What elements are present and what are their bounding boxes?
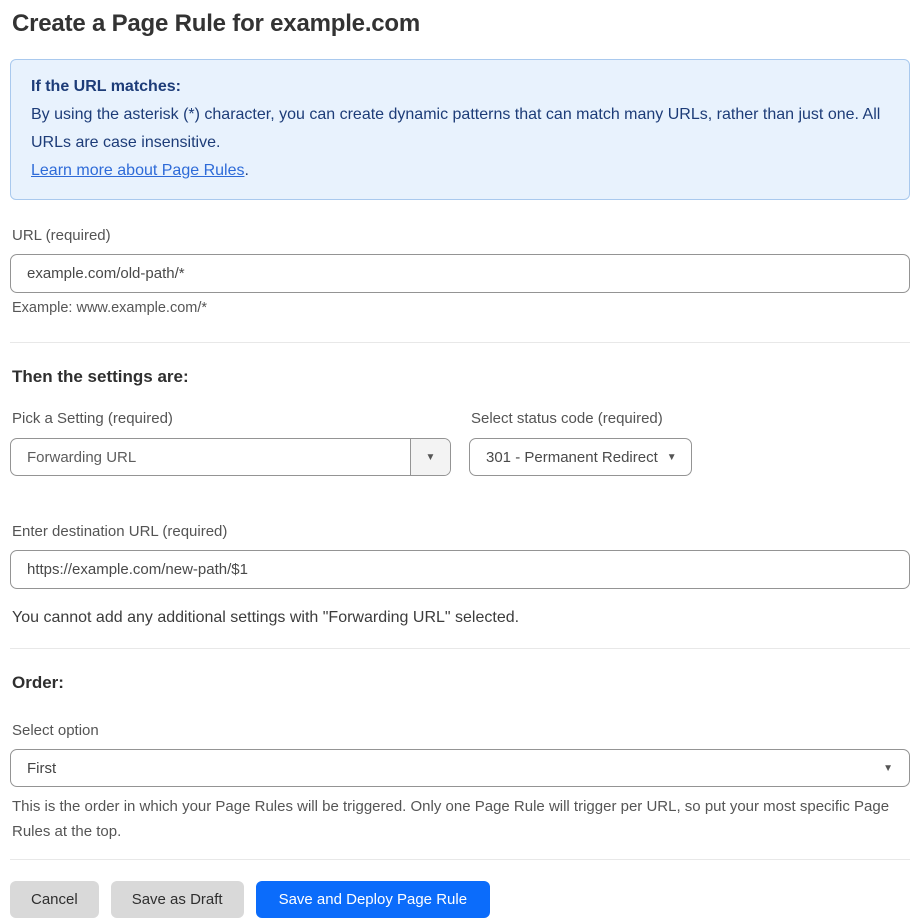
url-field-label: URL (required): [12, 227, 111, 244]
cancel-button[interactable]: Cancel: [10, 881, 99, 918]
banner-body: By using the asterisk (*) character, you can create dynamic patterns that can match many URLs, rather than just one. All URLs are case insensitive.: [31, 106, 881, 151]
setting-picker-select[interactable]: [10, 438, 451, 476]
settings-section-heading: Then the settings are:: [12, 367, 189, 386]
setting-picker-dropdown-button[interactable]: [410, 439, 450, 475]
status-code-select[interactable]: [469, 438, 692, 476]
order-help-text: This is the order in which your Page Rules will be triggered. Only one Page Rule will trigger per URL, so put your most specific Page Rules at the top.: [12, 798, 890, 840]
forwarding-url-note: You cannot add any additional settings with "Forwarding URL" selected.: [12, 609, 520, 626]
banner-heading: If the URL matches:: [31, 78, 181, 95]
chevron-down-icon: ▼: [425, 451, 436, 463]
setting-picker-label: Pick a Setting (required): [12, 410, 173, 427]
banner-link-line: [31, 157, 889, 185]
save-as-draft-button[interactable]: Save as Draft: [111, 881, 244, 918]
order-select-label: Select option: [12, 722, 99, 739]
url-match-info-banner: [10, 59, 910, 200]
destination-url-input[interactable]: [10, 550, 910, 589]
status-code-col: [469, 409, 692, 476]
settings-row: [10, 409, 910, 476]
setting-picker-col: [10, 409, 451, 476]
save-and-deploy-button[interactable]: Save and Deploy Page Rule: [256, 881, 490, 918]
order-select-value: First: [27, 759, 57, 777]
page-title: Create a Page Rule for example.com: [12, 10, 421, 37]
url-example-hint: Example: www.example.com/*: [12, 300, 208, 316]
link-suffix: .: [244, 162, 249, 179]
destination-url-label: Enter destination URL (required): [12, 523, 228, 540]
chevron-down-icon: ▼: [883, 762, 893, 774]
divider-3: [10, 859, 910, 860]
order-section-heading: Order:: [12, 673, 64, 692]
status-code-value: 301 - Permanent Redirect: [486, 448, 658, 466]
chevron-down-icon: ▼: [666, 451, 677, 463]
divider-1: [10, 342, 910, 343]
setting-picker-value: Forwarding URL: [27, 448, 137, 466]
order-select[interactable]: [10, 749, 910, 787]
status-code-label: Select status code (required): [471, 410, 663, 427]
form-actions: [10, 881, 910, 918]
divider-2: [10, 648, 910, 649]
learn-more-link[interactable]: Learn more about Page Rules: [31, 162, 245, 179]
url-input[interactable]: [10, 254, 910, 293]
